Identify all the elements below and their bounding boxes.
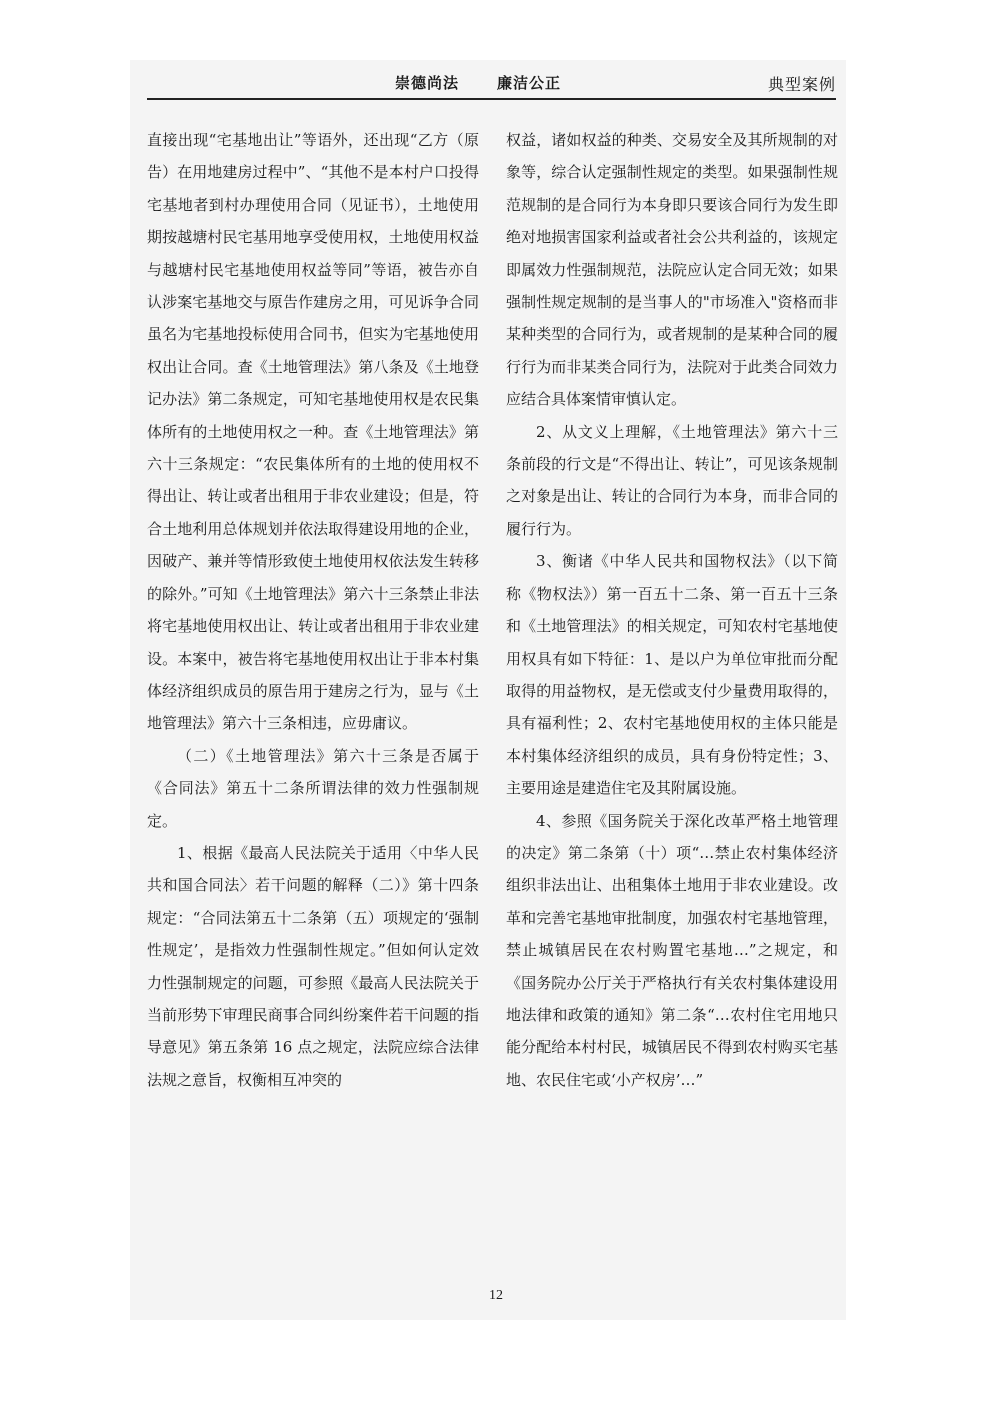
- motto-right: 廉洁公正: [497, 74, 562, 92]
- page-header: [147, 72, 836, 98]
- paragraph: 权益，诸如权益的种类、交易安全及其所规制的对象等，综合认定强制性规定的类型。如果强制性规范规制的是合同行为本身即只要该合同行为发生即绝对地损害国家利益或者社会公共利益的，该规定即属效力性强制规范，法院应认定合同无效；如果强制性规定规制的是当事人的"市场准入"资格而非某种类型的合同行为，或者规制的是某种合同的履行行为而非某类合同行为，法院对于此类合同效力应结合具体案情审慎认定。: [506, 131, 838, 409]
- left-column: [147, 124, 479, 1096]
- paragraph: （二）《土地管理法》第六十三条是否属于《合同法》第五十二条所谓法律的效力性强制规定。: [147, 746, 479, 830]
- page-number: 12: [489, 1288, 503, 1303]
- motto-left: 崇德尚法: [395, 74, 460, 92]
- right-column: [506, 124, 838, 1096]
- paragraph: 直接出现“宅基地出让”等语外，还出现“乙方（原告）在用地建房过程中”、“其他不是本村户口投得宅基地者到村办理使用合同（见证书），土地使用期按越塘村民宅基用地享受使用权，土地使用权益与越塘村民宅基地使用权益等同”等语，被告亦自认涉案宅基地交与原告作建房之用，可见诉争合同虽名为宅基地投标使用合同书，但实为宅基地使用权出让合同。查《土地管理法》第八条及《土地登记办法》第二条规定，可知宅基地使用权是农民集体所有的土地使用权之一种。查《土地管理法》第六十三条规定：“农民集体所有的土地的使用权不得出让、转让或者出租用于非农业建设；但是，符合土地利用总体规划并依法取得建设用地的企业，因破产、兼并等情形致使土地使用权依法发生转移的除外。”可知《土地管理法》第六十三条禁止非法将宅基地使用权出让、转让或者出租用于非农业建设。本案中，被告将宅基地使用权出让于非本村集体经济组织成员的原告用于建房之行为，显与《土地管理法》第六十三条相违，应毋庸议。: [147, 131, 479, 733]
- header-rule: [147, 98, 836, 100]
- paragraph: 4、参照《国务院关于深化改革严格土地管理的决定》第二条第（十）项“…禁止农村集体经济组织非法出让、出租集体土地用于非农业建设。改革和完善宅基地审批制度，加强农村宅基地管理，禁止城镇居民在农村购置宅基地…”之规定，和《国务院办公厅关于严格执行有关农村集体建设用地法律和政策的通知》第二条“…农村住宅用地只能分配给本村村民，城镇居民不得到农村购买宅基地、农民住宅或‘小产权房’…”: [506, 811, 838, 1089]
- paragraph: 1、根据《最高人民法院关于适用〈中华人民共和国合同法〉若干问题的解释（二）》第十四条规定：“合同法第五十二条第（五）项规定的‘强制性规定’，是指效力性强制性规定。”但如何认定效力性强制规定的问题，可参照《最高人民法院关于当前形势下审理民商事合同纠纷案件若干问题的指导意见》第五条第 16 点之规定，法院应综合法律法规之意旨，权衡相互冲突的: [147, 843, 479, 1089]
- header-motto: [395, 72, 795, 93]
- section-title: 典型案例: [767, 75, 836, 94]
- paragraph: 3、衡诸《中华人民共和国物权法》（以下简称《物权法》）第一百五十二条、第一百五十三条和《土地管理法》的相关规定，可知农村宅基地使用权具有如下特征：1、是以户为单位审批而分配取得的用益物权，是无偿或支付少量费用取得的，具有福利性；2、农村宅基地使用权的主体只能是本村集体经济组织的成员，具有身份特定性；3、主要用途是建造住宅及其附属设施。: [506, 552, 838, 798]
- paragraph: 2、从文义上理解，《土地管理法》第六十三条前段的行文是“不得出让、转让”，可见该条规制之对象是出让、转让的合同行为本身，而非合同的履行行为。: [506, 422, 838, 538]
